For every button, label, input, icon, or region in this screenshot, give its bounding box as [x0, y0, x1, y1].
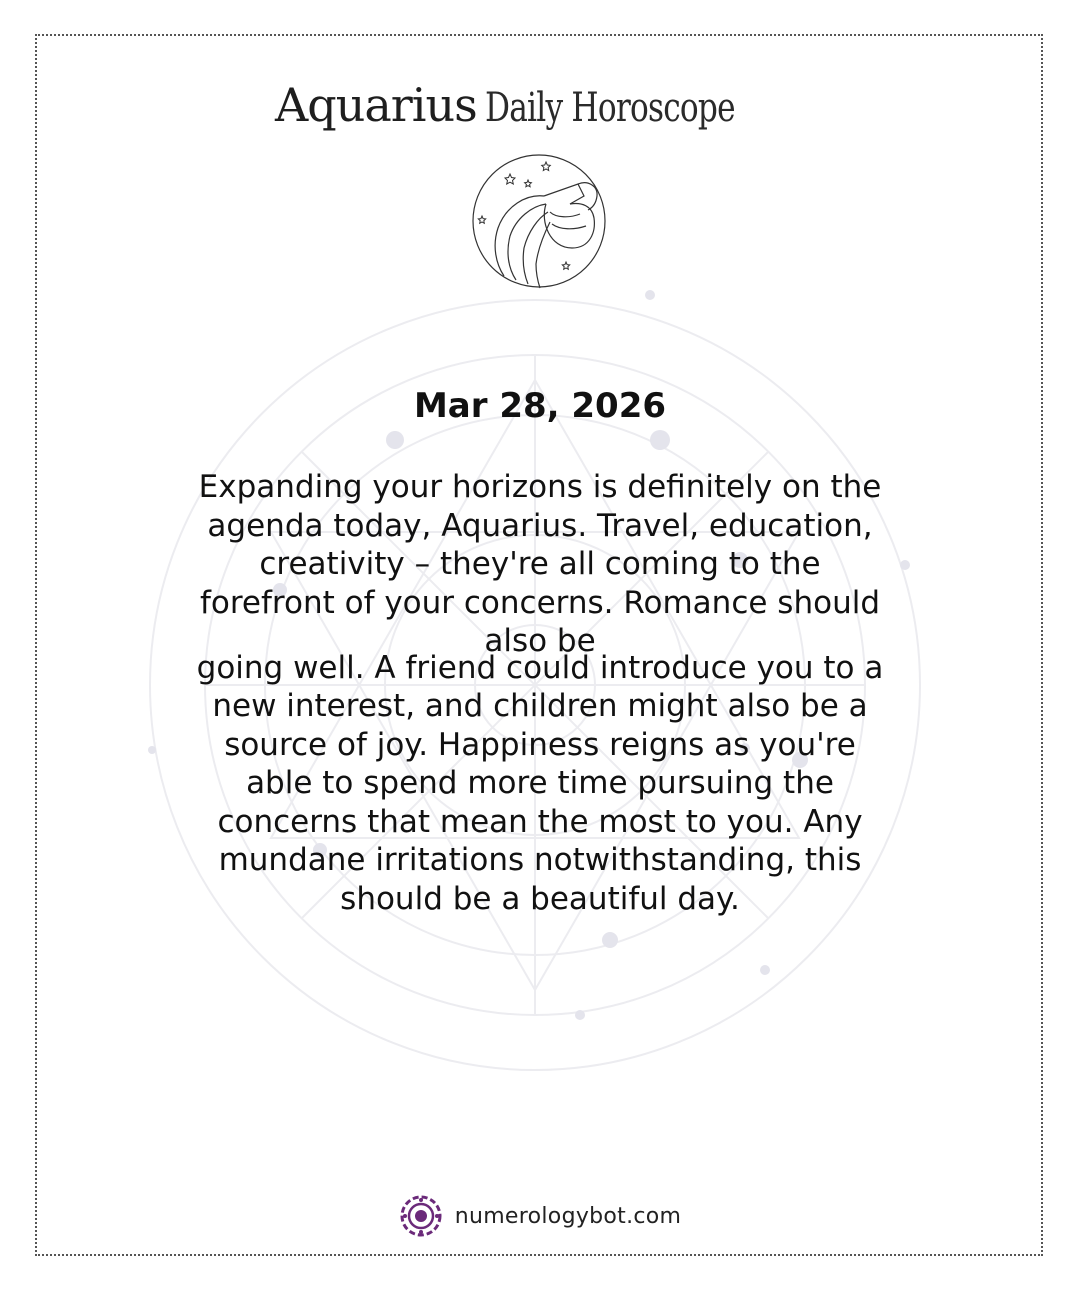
brand-name: numerologybot.com	[454, 1203, 682, 1229]
title-suffix: Daily Horoscope	[484, 85, 735, 131]
footer-brand	[0, 1194, 1080, 1238]
aquarius-water-bearer-icon	[470, 152, 608, 290]
horoscope-reading	[195, 468, 885, 918]
reading-paragraph-1: Expanding your horizons is definitely on the agenda today, Aquarius. Travel, education, creativity – they're all coming to the forefront of your concerns. Romance should also be	[198, 469, 882, 659]
horoscope-date: Mar 28, 2026	[413, 386, 667, 426]
page-title	[0, 78, 1080, 132]
title-sign: Aquarius	[275, 78, 477, 132]
reading-paragraph-2: going well. A friend could introduce you to a new interest, and children might also be a source of joy. Happiness reigns as you're able to spend more time pursuing the concerns that mean the most to you. Any mundane irritations notwithstanding, this should be a beautiful day.	[196, 649, 884, 917]
numerologybot-logo-icon	[399, 1194, 443, 1238]
